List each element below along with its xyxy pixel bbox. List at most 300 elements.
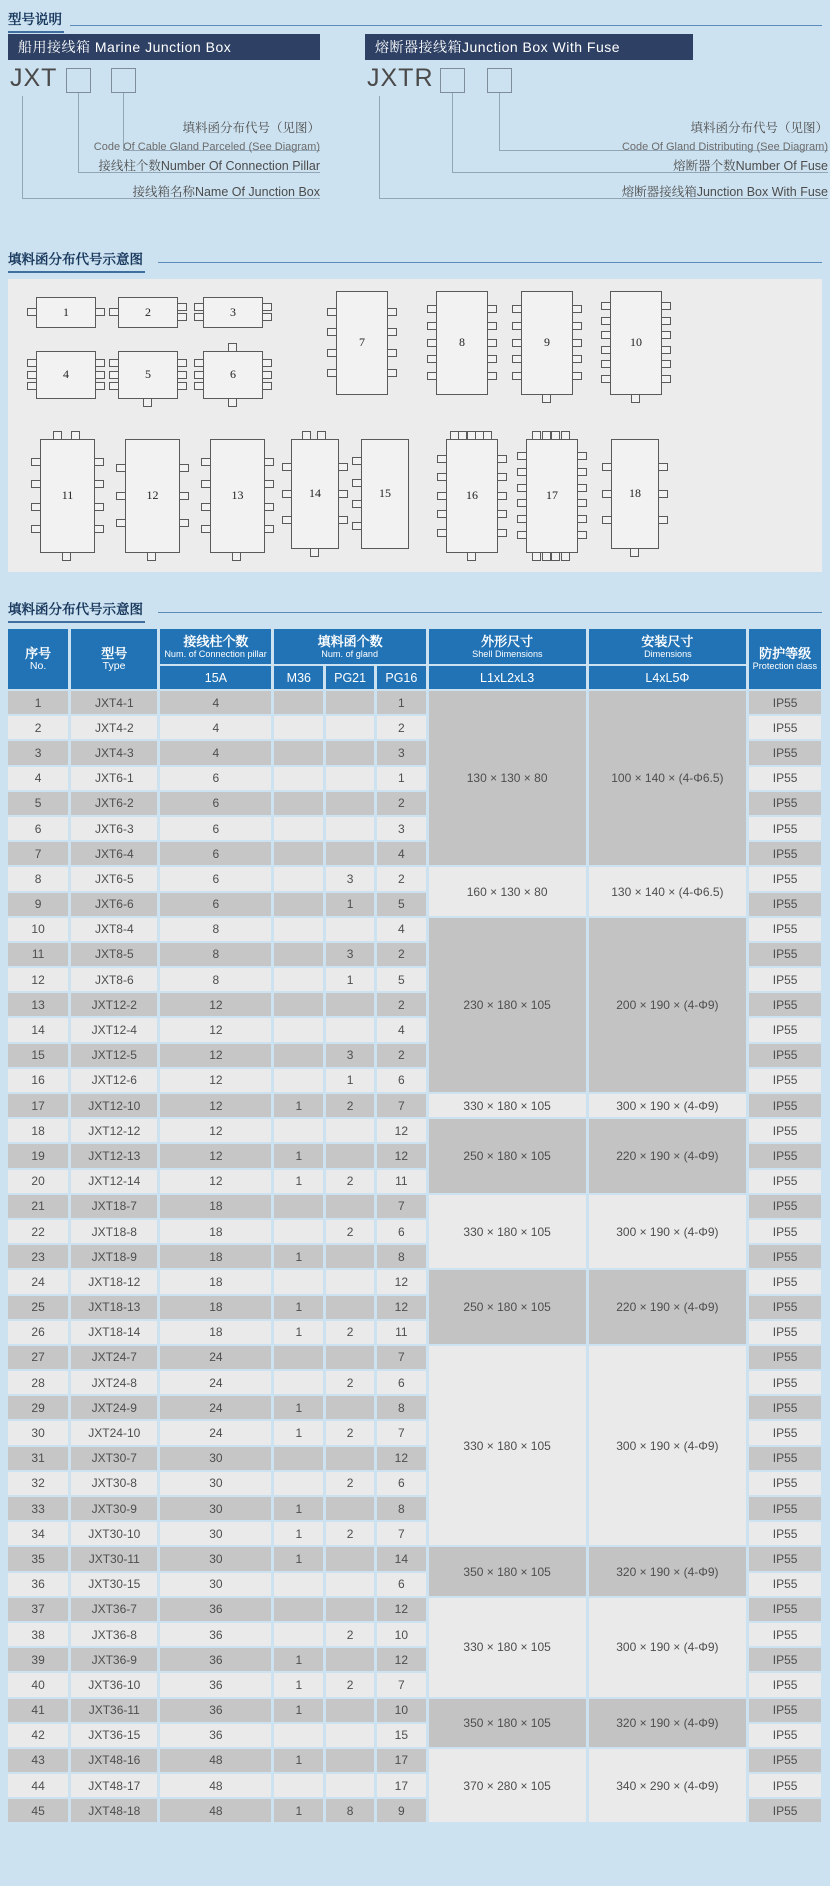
cell-pg21: [326, 1774, 374, 1797]
cell-15a: 36: [160, 1699, 271, 1722]
cell-no: 16: [8, 1069, 68, 1092]
cell-15a: 8: [160, 918, 271, 941]
gland-tab: [427, 339, 437, 347]
gland-tab: [228, 343, 237, 352]
gland-code-number: 14: [309, 485, 321, 500]
cell-type: JXT48-18: [71, 1799, 157, 1822]
cell-15a: 12: [160, 1094, 271, 1117]
cell-type: JXT36-7: [71, 1598, 157, 1621]
cell-type: JXT24-9: [71, 1396, 157, 1419]
table-row: [8, 867, 821, 890]
cell-m36: [274, 1018, 323, 1041]
gland-tab: [95, 371, 105, 379]
cell-type: JXT12-4: [71, 1018, 157, 1041]
cell-protection-class: IP55: [749, 893, 821, 916]
cell-15a: 6: [160, 767, 271, 790]
gland-tab: [27, 371, 37, 379]
gland-tab: [467, 552, 476, 561]
gland-tab: [572, 339, 582, 347]
cell-15a: 6: [160, 817, 271, 840]
cell-protection-class: IP55: [749, 842, 821, 865]
cell-m36: [274, 1069, 323, 1092]
cell-pg16: 7: [377, 1673, 426, 1696]
gland-tab: [487, 372, 497, 380]
cell-m36: 1: [274, 1799, 323, 1822]
cell-15a: 6: [160, 792, 271, 815]
gland-tab: [601, 331, 611, 339]
cell-no: 4: [8, 767, 68, 790]
gland-code-diagram-14: [291, 439, 339, 549]
gland-code-diagram-12: [125, 439, 180, 553]
cell-pg21: [326, 1699, 374, 1722]
gland-code-number: 7: [359, 334, 365, 349]
gland-tab: [561, 431, 570, 440]
cell-protection-class: IP55: [749, 1144, 821, 1167]
cell-type: JXT18-12: [71, 1270, 157, 1293]
gland-tab: [179, 464, 189, 472]
cell-15a: 12: [160, 1069, 271, 1092]
cell-type: JXT6-2: [71, 792, 157, 815]
cell-m36: [274, 1623, 323, 1646]
gland-tab: [517, 531, 527, 539]
cell-pg21: 1: [326, 1069, 374, 1092]
cell-15a: 6: [160, 893, 271, 916]
spec-table: [5, 627, 824, 1824]
cell-type: JXT8-4: [71, 918, 157, 941]
cell-pg16: 6: [377, 1069, 426, 1092]
cell-15a: 12: [160, 1018, 271, 1041]
col-header-gland: 填料函个数 Num. of gland: [274, 629, 425, 664]
cell-pg16: 6: [377, 1573, 426, 1596]
cell-type: JXT12-12: [71, 1119, 157, 1142]
gland-tab: [53, 431, 62, 440]
gland-tab: [437, 492, 447, 500]
gland-tab: [194, 359, 204, 367]
cell-m36: 1: [274, 1673, 323, 1696]
cell-pg21: 2: [326, 1321, 374, 1344]
cell-15a: 30: [160, 1547, 271, 1570]
cell-type: JXT4-3: [71, 741, 157, 764]
gland-tab: [31, 503, 41, 511]
cell-no: 7: [8, 842, 68, 865]
cell-pg21: [326, 842, 374, 865]
gland-code-diagram-11: [40, 439, 95, 553]
cell-15a: 12: [160, 1144, 271, 1167]
cell-type: JXT36-10: [71, 1673, 157, 1696]
gland-code-diagram-15: [361, 439, 409, 549]
cell-no: 39: [8, 1648, 68, 1671]
gland-tab: [228, 398, 237, 407]
cell-protection-class: IP55: [749, 993, 821, 1016]
cell-type: JXT6-3: [71, 817, 157, 840]
cell-m36: [274, 893, 323, 916]
cell-no: 28: [8, 1371, 68, 1394]
cell-protection-class: IP55: [749, 817, 821, 840]
gland-tab: [27, 382, 37, 390]
cell-no: 3: [8, 741, 68, 764]
cell-m36: 1: [274, 1648, 323, 1671]
gland-tab: [517, 499, 527, 507]
cell-no: 26: [8, 1321, 68, 1344]
cell-type: JXT18-7: [71, 1195, 157, 1218]
cell-m36: [274, 716, 323, 739]
cell-pg16: 7: [377, 1421, 426, 1444]
cell-type: JXT36-15: [71, 1724, 157, 1747]
gland-tab: [512, 305, 522, 313]
subheader-l1l2l3: L1xL2xL3: [429, 666, 586, 689]
gland-tab: [572, 355, 582, 363]
cell-m36: [274, 817, 323, 840]
cell-m36: [274, 1573, 323, 1596]
gland-tab: [387, 308, 397, 316]
gland-tab: [282, 516, 292, 524]
gland-tab: [177, 303, 187, 311]
gland-tab: [577, 499, 587, 507]
cell-type: JXT30-10: [71, 1522, 157, 1545]
cell-pg16: 7: [377, 1094, 426, 1117]
gland-tab: [31, 480, 41, 488]
cell-pg21: 3: [326, 943, 374, 966]
cell-pg21: 2: [326, 1623, 374, 1646]
cell-pg16: 2: [377, 716, 426, 739]
cell-mounting-dimensions: 340 × 290 × (4-Φ9): [589, 1749, 747, 1823]
cell-type: JXT18-14: [71, 1321, 157, 1344]
gland-tab: [437, 473, 447, 481]
cell-m36: 1: [274, 1497, 323, 1520]
cell-type: JXT6-6: [71, 893, 157, 916]
gland-tab: [194, 382, 204, 390]
cell-m36: [274, 918, 323, 941]
gland-tab: [352, 500, 362, 508]
gland-tab: [577, 515, 587, 523]
gland-tab: [282, 490, 292, 498]
gland-tab: [109, 382, 119, 390]
cell-pg21: [326, 716, 374, 739]
cell-type: JXT12-13: [71, 1144, 157, 1167]
cell-pg16: 17: [377, 1749, 426, 1772]
gland-tab: [601, 302, 611, 310]
table-row: [8, 918, 821, 941]
gland-tab: [194, 371, 204, 379]
cell-mounting-dimensions: 200 × 190 × (4-Φ9): [589, 918, 747, 1092]
cell-mounting-dimensions: 300 × 190 × (4-Φ9): [589, 1094, 747, 1117]
jxtr-code: JXTR: [367, 64, 434, 92]
cell-15a: 18: [160, 1270, 271, 1293]
cell-type: JXT48-17: [71, 1774, 157, 1797]
gland-code-number: 1: [63, 304, 69, 319]
gland-tab: [577, 468, 587, 476]
connector-line: [78, 93, 79, 172]
gland-tab: [661, 375, 671, 383]
cell-m36: 1: [274, 1245, 323, 1268]
cell-pg21: 2: [326, 1220, 374, 1243]
table-row: [8, 691, 821, 714]
cell-pg21: 8: [326, 1799, 374, 1822]
gland-tab: [630, 548, 639, 557]
cell-15a: 12: [160, 1044, 271, 1067]
cell-no: 27: [8, 1346, 68, 1369]
cell-15a: 18: [160, 1195, 271, 1218]
cell-no: 44: [8, 1774, 68, 1797]
cell-pg21: [326, 792, 374, 815]
cell-m36: [274, 1371, 323, 1394]
gland-tab: [95, 359, 105, 367]
gland-tab: [601, 346, 611, 354]
gland-code-number: 5: [145, 366, 151, 381]
cell-type: JXT18-9: [71, 1245, 157, 1268]
cell-type: JXT6-1: [71, 767, 157, 790]
gland-tab: [487, 322, 497, 330]
gland-code-diagram-5: [118, 351, 178, 399]
gland-tab: [264, 525, 274, 533]
gland-diagram-panel: [8, 279, 822, 572]
cell-15a: 24: [160, 1421, 271, 1444]
cell-protection-class: IP55: [749, 741, 821, 764]
cell-no: 20: [8, 1170, 68, 1193]
cell-15a: 24: [160, 1371, 271, 1394]
cell-type: JXT24-10: [71, 1421, 157, 1444]
cell-mounting-dimensions: 320 × 190 × (4-Φ9): [589, 1699, 747, 1747]
cell-pg16: 11: [377, 1170, 426, 1193]
gland-code-number: 10: [630, 334, 642, 349]
gland-tab: [387, 328, 397, 336]
cell-pg21: 1: [326, 893, 374, 916]
gland-tab: [542, 431, 551, 440]
cell-protection-class: IP55: [749, 1749, 821, 1772]
cell-shell-dimensions: 350 × 180 × 105: [429, 1699, 586, 1747]
cell-mounting-dimensions: 100 × 140 × (4-Φ6.5): [589, 691, 747, 865]
cell-m36: [274, 741, 323, 764]
gland-tab: [577, 452, 587, 460]
gland-tab: [317, 431, 326, 440]
cell-no: 42: [8, 1724, 68, 1747]
page-title: 型号说明: [8, 8, 64, 33]
col-header-pillar: 接线柱个数 Num. of Connection pillar: [160, 629, 271, 664]
gland-tab: [551, 552, 560, 561]
cell-no: 41: [8, 1699, 68, 1722]
cell-pg16: 5: [377, 893, 426, 916]
cell-no: 35: [8, 1547, 68, 1570]
gland-tab: [658, 490, 668, 498]
cell-pg16: 15: [377, 1724, 426, 1747]
subheader-15a: 15A: [160, 666, 271, 689]
cell-no: 1: [8, 691, 68, 714]
gland-code-number: 3: [230, 304, 236, 319]
cell-type: JXT12-5: [71, 1044, 157, 1067]
gland-tab: [201, 525, 211, 533]
cell-no: 37: [8, 1598, 68, 1621]
gland-tab: [661, 317, 671, 325]
cell-m36: [274, 1472, 323, 1495]
cell-protection-class: IP55: [749, 1598, 821, 1621]
cell-pg16: 11: [377, 1321, 426, 1344]
gland-tab: [201, 480, 211, 488]
cell-m36: [274, 1270, 323, 1293]
gland-tab: [458, 431, 467, 440]
gland-tab: [62, 552, 71, 561]
cell-15a: 36: [160, 1724, 271, 1747]
cell-15a: 4: [160, 691, 271, 714]
cell-pg21: 3: [326, 1044, 374, 1067]
cell-m36: 1: [274, 1421, 323, 1444]
cell-pg16: 2: [377, 1044, 426, 1067]
cell-no: 13: [8, 993, 68, 1016]
gland-tab: [437, 510, 447, 518]
cell-pg16: 3: [377, 817, 426, 840]
cell-m36: [274, 1044, 323, 1067]
gland-tab: [338, 490, 348, 498]
gland-tab: [94, 480, 104, 488]
cell-pg16: 10: [377, 1623, 426, 1646]
cell-pg21: [326, 1119, 374, 1142]
cell-protection-class: IP55: [749, 1673, 821, 1696]
gland-tab: [95, 308, 105, 316]
gland-code-diagram-4: [36, 351, 96, 399]
cell-protection-class: IP55: [749, 918, 821, 941]
cell-no: 12: [8, 968, 68, 991]
cell-m36: [274, 1346, 323, 1369]
cell-protection-class: IP55: [749, 1522, 821, 1545]
cell-no: 8: [8, 867, 68, 890]
gland-tab: [631, 394, 640, 403]
gland-tab: [427, 305, 437, 313]
cell-m36: [274, 1774, 323, 1797]
cell-15a: 48: [160, 1799, 271, 1822]
cell-no: 2: [8, 716, 68, 739]
gland-code-diagram-18: [611, 439, 659, 549]
gland-tab: [109, 371, 119, 379]
cell-pg21: [326, 767, 374, 790]
cell-m36: 1: [274, 1170, 323, 1193]
gland-tab: [532, 552, 541, 561]
cell-type: JXT4-2: [71, 716, 157, 739]
cell-m36: [274, 1598, 323, 1621]
cell-pg16: 7: [377, 1195, 426, 1218]
gland-tab: [427, 355, 437, 363]
cell-15a: 30: [160, 1447, 271, 1470]
gland-tab: [497, 510, 507, 518]
cell-protection-class: IP55: [749, 1195, 821, 1218]
gland-code-number: 8: [459, 334, 465, 349]
cell-pg16: 8: [377, 1245, 426, 1268]
cell-no: 9: [8, 893, 68, 916]
cell-type: JXT30-7: [71, 1447, 157, 1470]
gland-tab: [302, 431, 311, 440]
cell-m36: [274, 993, 323, 1016]
cell-15a: 6: [160, 842, 271, 865]
gland-code-diagram-1: [36, 297, 96, 328]
gland-tab: [602, 490, 612, 498]
gland-tab: [338, 463, 348, 471]
cell-pg21: [326, 1749, 374, 1772]
cell-pg16: 12: [377, 1270, 426, 1293]
gland-tab: [109, 359, 119, 367]
gland-code-label-left: 填料函分布代号（见图） Code Of Cable Gland Parceled (See Diagram): [93, 121, 320, 153]
cell-protection-class: IP55: [749, 1069, 821, 1092]
cell-15a: 18: [160, 1321, 271, 1344]
cell-type: JXT6-4: [71, 842, 157, 865]
cell-protection-class: IP55: [749, 1220, 821, 1243]
gland-tab: [532, 431, 541, 440]
gland-code-number: 13: [231, 487, 244, 502]
cell-protection-class: IP55: [749, 716, 821, 739]
cell-15a: 48: [160, 1774, 271, 1797]
gland-tab: [572, 305, 582, 313]
cell-protection-class: IP55: [749, 1119, 821, 1142]
cell-shell-dimensions: 330 × 180 × 105: [429, 1346, 586, 1546]
cell-15a: 30: [160, 1497, 271, 1520]
fuse-junction-box-bar: 熔断器接线箱Junction Box With Fuse: [365, 34, 693, 60]
gland-code-diagram-2: [118, 297, 178, 328]
cell-protection-class: IP55: [749, 1094, 821, 1117]
gland-tab: [512, 322, 522, 330]
gland-code-diagram-10: [610, 291, 662, 395]
gland-tab: [147, 552, 156, 561]
gland-tab: [602, 463, 612, 471]
gland-tab: [177, 359, 187, 367]
cell-mounting-dimensions: 300 × 190 × (4-Φ9): [589, 1346, 747, 1546]
col-header-no: 序号 No.: [8, 629, 68, 689]
gland-code-diagram-17: [526, 439, 578, 553]
cell-protection-class: IP55: [749, 1044, 821, 1067]
pillar-count-label: 接线柱个数Number Of Connection Pillar: [98, 159, 320, 173]
col-header-type: 型号 Type: [71, 629, 157, 689]
cell-15a: 48: [160, 1749, 271, 1772]
table-row: [8, 1270, 821, 1293]
subheader-l4l5: L4xL5Φ: [589, 666, 747, 689]
cell-m36: 1: [274, 1396, 323, 1419]
cell-m36: [274, 867, 323, 890]
cell-type: JXT8-5: [71, 943, 157, 966]
cell-protection-class: IP55: [749, 943, 821, 966]
cell-shell-dimensions: 130 × 130 × 80: [429, 691, 586, 865]
gland-tab: [27, 308, 37, 316]
gland-tab: [262, 382, 272, 390]
subheader-pg21: PG21: [326, 666, 374, 689]
cell-m36: 1: [274, 1522, 323, 1545]
cell-no: 5: [8, 792, 68, 815]
cell-shell-dimensions: 250 × 180 × 105: [429, 1270, 586, 1344]
cell-protection-class: IP55: [749, 1396, 821, 1419]
cell-pg21: [326, 691, 374, 714]
gland-tab: [661, 360, 671, 368]
cell-protection-class: IP55: [749, 1623, 821, 1646]
cell-no: 38: [8, 1623, 68, 1646]
gland-tab: [602, 516, 612, 524]
cell-protection-class: IP55: [749, 1346, 821, 1369]
cell-no: 23: [8, 1245, 68, 1268]
cell-pg21: [326, 1598, 374, 1621]
cell-m36: 1: [274, 1749, 323, 1772]
cell-pg16: 2: [377, 993, 426, 1016]
cell-pg16: 3: [377, 741, 426, 764]
cell-protection-class: IP55: [749, 1799, 821, 1822]
fuse-count-label: 熔断器个数Number Of Fuse: [673, 159, 828, 173]
cell-pg21: 2: [326, 1673, 374, 1696]
gland-code-number: 16: [466, 487, 478, 502]
gland-tab: [661, 331, 671, 339]
cell-15a: 36: [160, 1623, 271, 1646]
cell-type: JXT48-16: [71, 1749, 157, 1772]
cell-shell-dimensions: 250 × 180 × 105: [429, 1119, 586, 1193]
cell-type: JXT30-9: [71, 1497, 157, 1520]
gland-tab: [338, 516, 348, 524]
gland-tab: [95, 382, 105, 390]
cell-15a: 8: [160, 943, 271, 966]
cell-pg21: [326, 1296, 374, 1319]
cell-mounting-dimensions: 220 × 190 × (4-Φ9): [589, 1270, 747, 1344]
subheader-m36: M36: [274, 666, 323, 689]
